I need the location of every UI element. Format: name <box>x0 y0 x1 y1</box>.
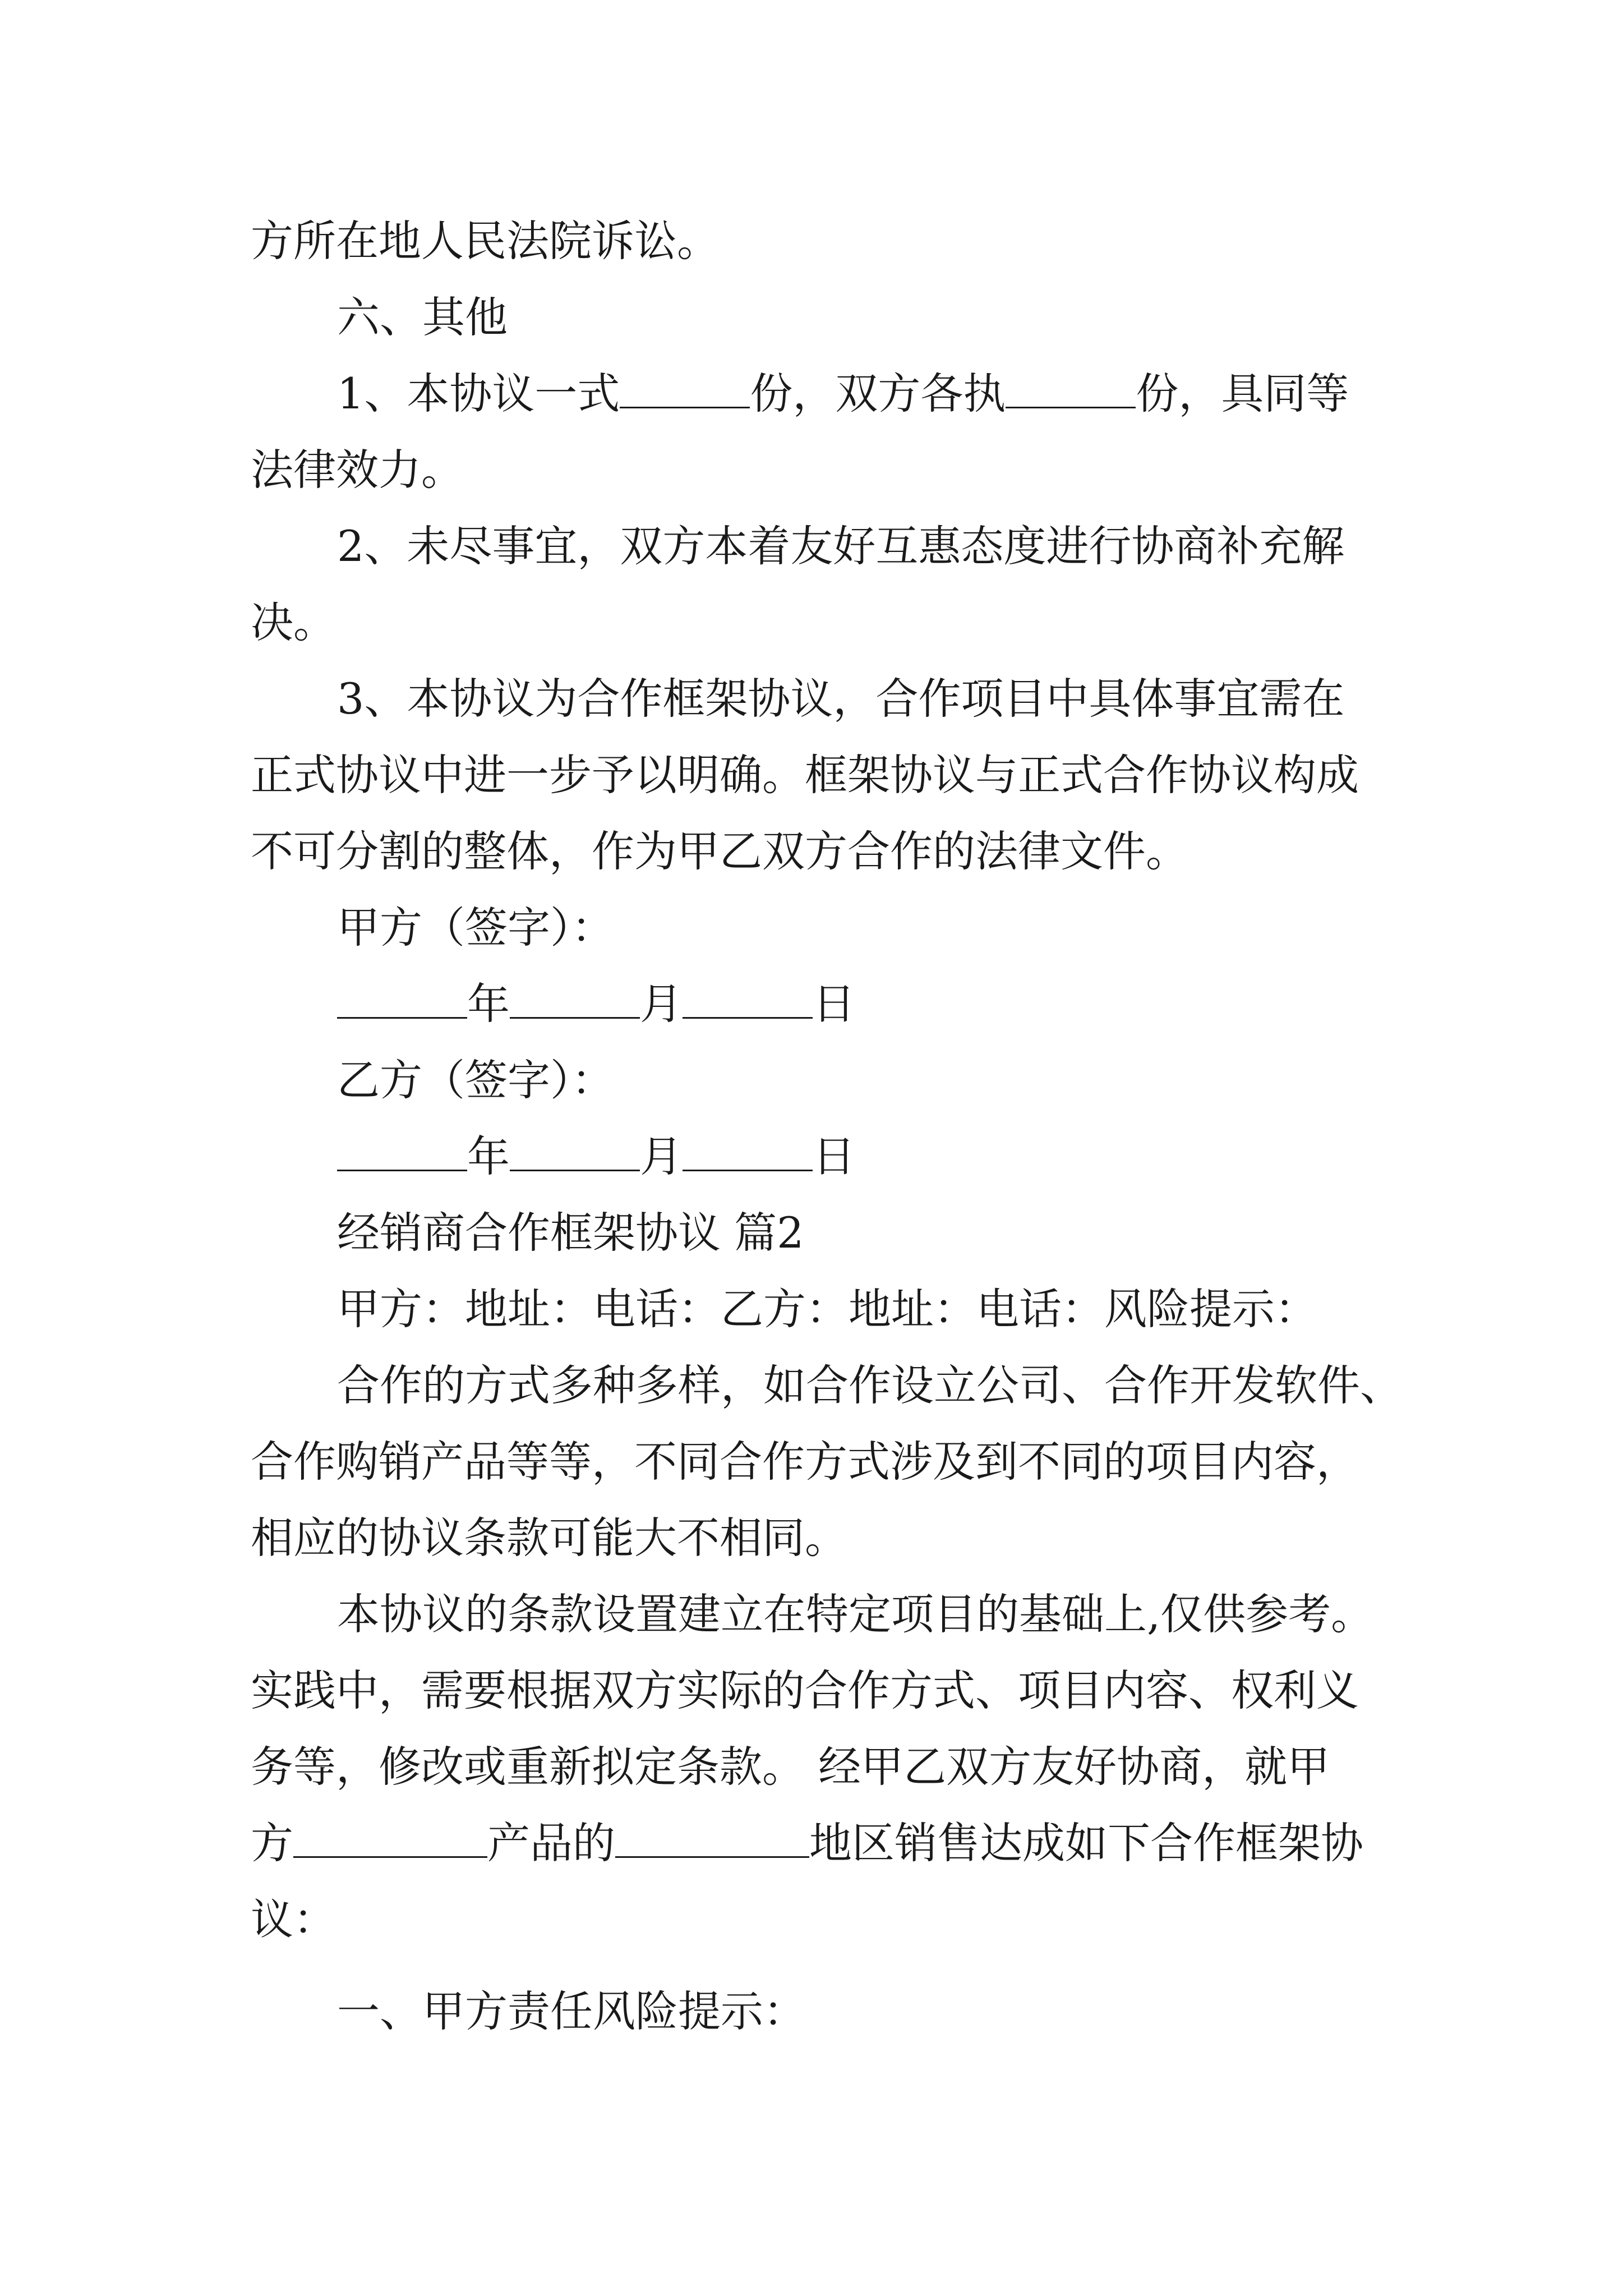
paragraph-line: 合作购销产品等等，不同合作方式涉及到不同的项目内容， <box>251 1437 1359 1487</box>
paragraph-line: 甲方：地址：电话：乙方：地址：电话：风险提示： <box>337 1284 1317 1334</box>
paragraph-line: 合作的方式多种多样，如合作设立公司、合作开发软件、 <box>337 1360 1403 1410</box>
blank-underline <box>337 982 467 1019</box>
blank-underline <box>620 372 750 408</box>
blank-underline <box>615 1821 809 1858</box>
signature-label-party-b: 乙方（签字）： <box>337 1055 614 1105</box>
paragraph-line: 不可分割的整体，作为甲乙双方合作的法律文件。 <box>251 826 1188 876</box>
blank-underline <box>510 1135 640 1171</box>
section-heading: 一、甲方责任风险提示： <box>337 1986 806 2036</box>
paragraph-line: 2、未尽事宜，双方本着友好互惠态度进行协商补充解 <box>337 521 1345 571</box>
blank-underline <box>293 1821 487 1858</box>
date-line-party-a: 年 月 日 <box>337 976 855 1032</box>
paragraph-line: 方 产品的 地区销售达成如下合作框架协 <box>251 1818 1363 1868</box>
paragraph-line: 相应的协议条款可能大不相同。 <box>251 1513 847 1563</box>
paragraph-line: 实践中，需要根据双方实际的合作方式、项目内容、权利义 <box>251 1665 1359 1715</box>
paragraph-line: 3、本协议为合作框架协议，合作项目中具体事宜需在 <box>337 674 1345 724</box>
signature-label-party-a: 甲方（签字）： <box>337 903 614 953</box>
blank-underline <box>337 1135 467 1171</box>
date-line-party-b: 年 月 日 <box>337 1129 855 1185</box>
document-title: 经销商合作框架协议 篇2 <box>337 1208 804 1258</box>
paragraph-line: 方所在地人民法院诉讼。 <box>251 216 720 266</box>
paragraph-line: 正式协议中进一步予以明确。框架协议与正式合作协议构成 <box>251 750 1359 800</box>
blank-underline <box>1006 372 1136 408</box>
paragraph-line: 1、本协议一式 份，双方各执 份，具同等 <box>337 369 1349 418</box>
paragraph-line: 本协议的条款设置建立在特定项目的基础上,仅供参考。 <box>337 1589 1374 1639</box>
blank-underline <box>510 982 640 1019</box>
blank-underline <box>683 1135 813 1171</box>
blank-underline <box>683 982 813 1019</box>
paragraph-line: 议： <box>251 1894 336 1944</box>
paragraph-line: 务等，修改或重新拟定条款。 经甲乙双方友好协商，就甲 <box>251 1742 1330 1792</box>
paragraph-line: 决。 <box>251 597 336 647</box>
paragraph-line: 法律效力。 <box>251 445 464 495</box>
section-heading: 六、其他 <box>337 292 508 342</box>
